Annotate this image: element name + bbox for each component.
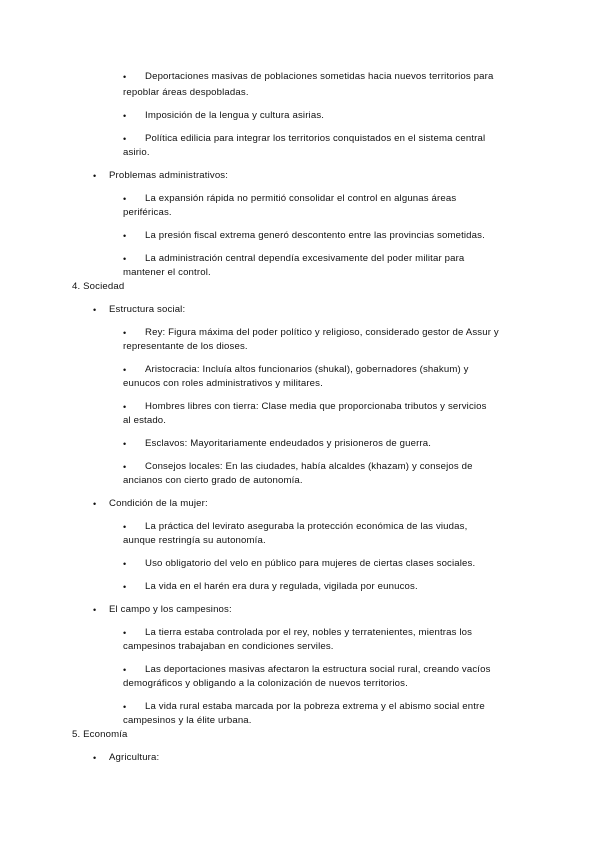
subheading: Condición de la mujer:	[109, 498, 208, 509]
list-item-line: La práctica del levirato aseguraba la protección económica de las viudas,	[145, 521, 468, 532]
bullet: •	[123, 254, 127, 264]
list-item-line: mantener el control.	[123, 267, 211, 278]
list-item-line: Aristocracia: Incluía altos funcionarios (shukal), gobernadores (shakum) y	[145, 364, 469, 375]
bullet: •	[123, 665, 127, 675]
bullet: •	[93, 499, 97, 509]
bullet: •	[123, 702, 127, 712]
bullet: •	[123, 231, 127, 241]
bullet: •	[93, 305, 97, 315]
bullet: •	[123, 559, 127, 569]
bullet: •	[123, 462, 127, 472]
list-item-line: repoblar áreas despobladas.	[123, 87, 249, 98]
bullet: •	[93, 171, 97, 181]
list-item-line: La presión fiscal extrema generó descontento entre las provincias sometidas.	[145, 230, 485, 241]
list-item-line: Imposición de la lengua y cultura asirias.	[145, 110, 325, 121]
section-heading: 4. Sociedad	[72, 281, 125, 292]
bullet: •	[123, 134, 127, 144]
bullet: •	[93, 753, 97, 763]
bullet: •	[123, 365, 127, 375]
bullet: •	[123, 628, 127, 638]
bullet: •	[123, 72, 127, 82]
list-item-line: demográficos y obligando a la colonización de nuevos territorios.	[123, 678, 408, 689]
list-item-line: Hombres libres con tierra: Clase media que proporcionaba tributos y servicios	[145, 401, 487, 412]
subheading: Agricultura:	[109, 752, 160, 763]
bullet: •	[123, 194, 127, 204]
bullet: •	[93, 605, 97, 615]
subheading: Estructura social:	[109, 304, 186, 315]
bullet: •	[123, 522, 127, 532]
list-item-line: campesinos y la élite urbana.	[123, 715, 252, 726]
list-item-line: La vida rural estaba marcada por la pobreza extrema y el abismo social entre	[145, 701, 485, 712]
list-item-line: representante de los dioses.	[123, 341, 248, 352]
list-item-line: Consejos locales: En las ciudades, había alcaldes (khazam) y consejos de	[145, 461, 473, 472]
list-item-line: La tierra estaba controlada por el rey, nobles y terratenientes, mientras los	[145, 627, 473, 638]
subheading: El campo y los campesinos:	[109, 604, 232, 615]
bullet: •	[123, 402, 127, 412]
list-item-line: periféricas.	[123, 207, 172, 218]
list-item-line: Esclavos: Mayoritariamente endeudados y prisioneros de guerra.	[145, 438, 432, 449]
list-item-line: Uso obligatorio del velo en público para mujeres de ciertas clases sociales.	[145, 558, 476, 569]
bullet: •	[123, 328, 127, 338]
list-item-line: Deportaciones masivas de poblaciones sometidas hacia nuevos territorios para	[145, 71, 494, 82]
list-item-line: Política edilicia para integrar los territorios conquistados en el sistema central	[145, 133, 486, 144]
list-item-line: aunque restringía su autonomía.	[123, 535, 266, 546]
list-item-line: ancianos con cierto grado de autonomía.	[123, 475, 303, 486]
list-item-line: eunucos con roles administrativos y militares.	[123, 378, 323, 389]
list-item-line: La expansión rápida no permitió consolidar el control en algunas áreas	[145, 193, 457, 204]
list-item-line: al estado.	[123, 415, 167, 426]
bullet: •	[123, 439, 127, 449]
list-item-line: La vida en el harén era dura y regulada, vigilada por eunucos.	[145, 581, 418, 592]
list-item-line: asirio.	[123, 147, 150, 158]
section-heading: 5. Economía	[72, 729, 128, 740]
bullet: •	[123, 582, 127, 592]
list-item-line: campesinos trabajaban en condiciones serviles.	[123, 641, 334, 652]
subheading: Problemas administrativos:	[109, 170, 229, 181]
list-item-line: Las deportaciones masivas afectaron la estructura social rural, creando vacíos	[145, 664, 491, 675]
bullet: •	[123, 111, 127, 121]
list-item-line: La administración central dependía excesivamente del poder militar para	[145, 253, 465, 264]
list-item-line: Rey: Figura máxima del poder político y religioso, considerado gestor de Assur y	[145, 327, 499, 338]
